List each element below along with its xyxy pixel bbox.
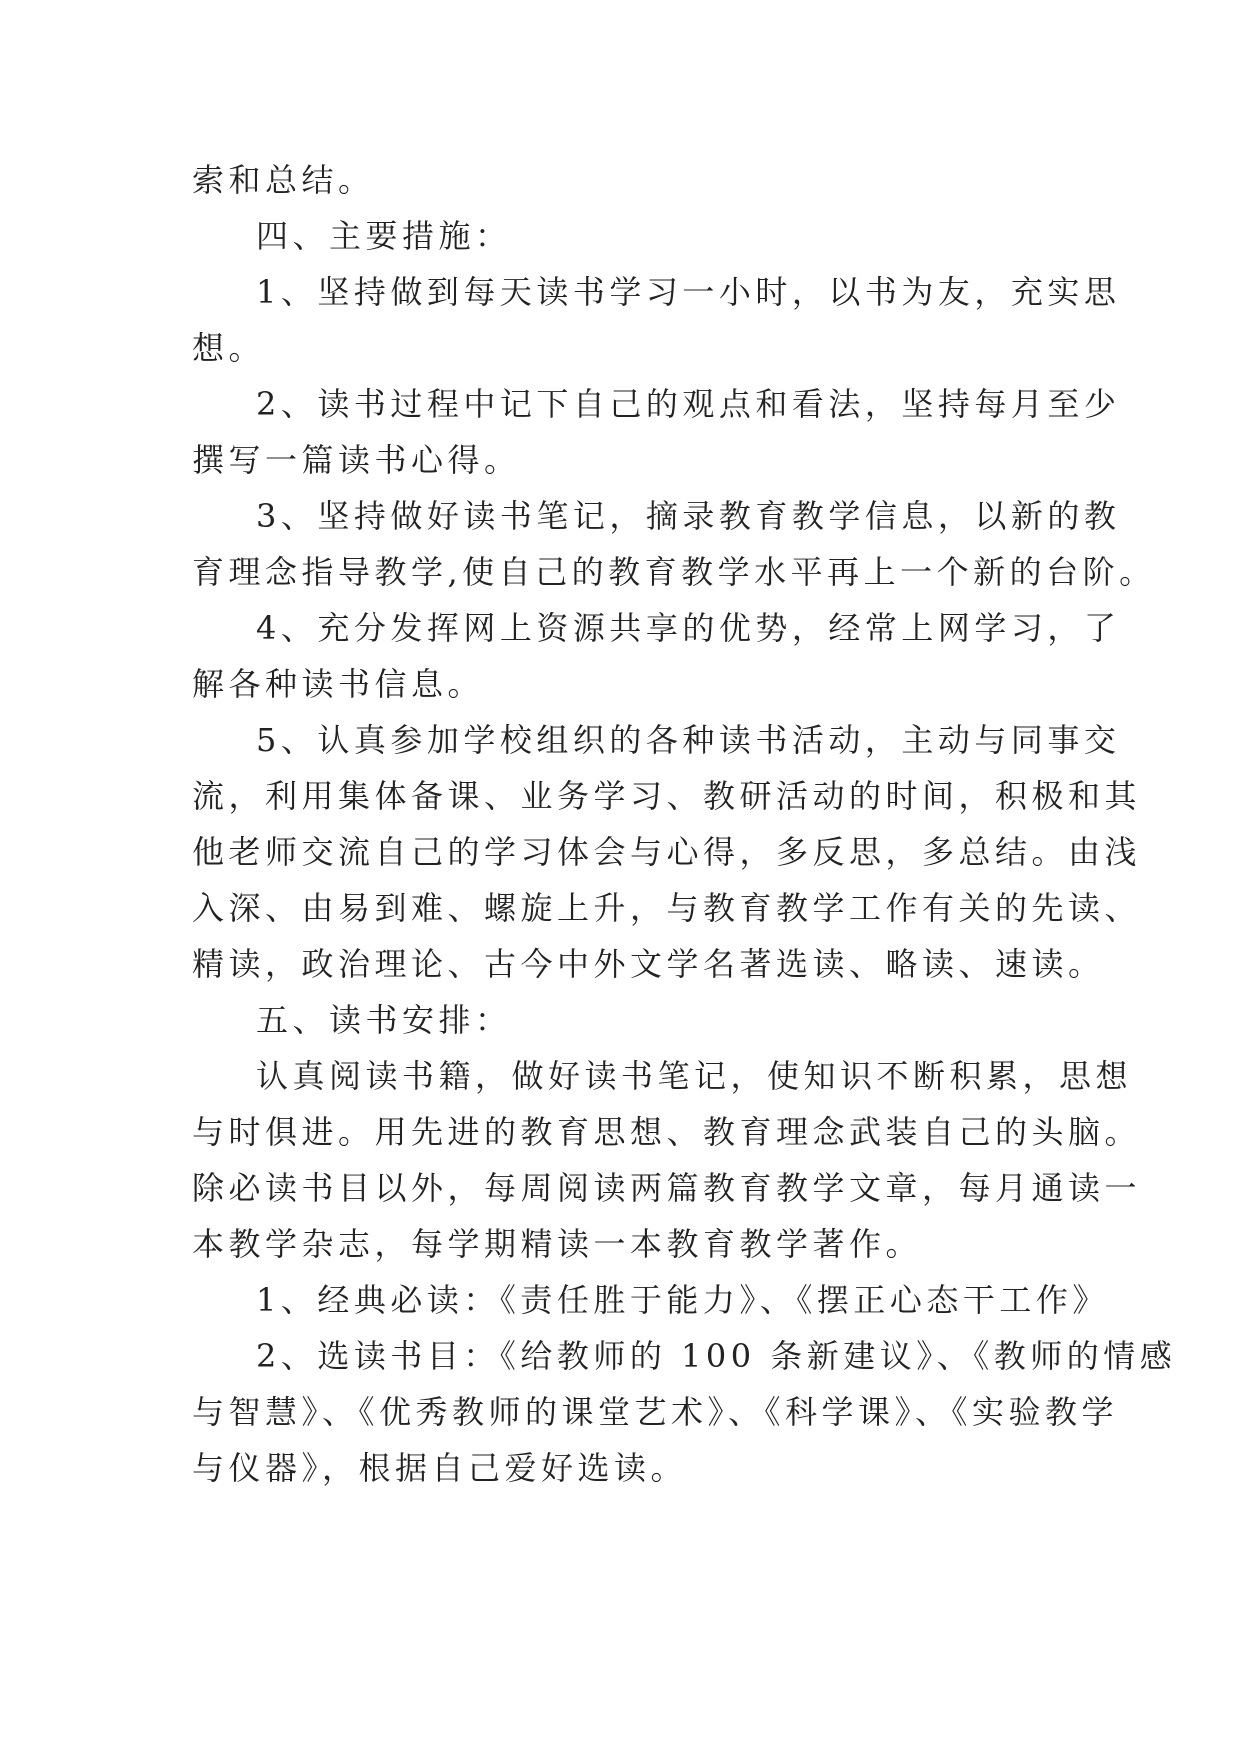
text-line: 精读，政治理论、古今中外文学名著选读、略读、速读。 [192,945,1105,983]
text-line: 5、认真参加学校组织的各种读书活动，主动与同事交 [256,721,1121,759]
text-line: 与时俱进。用先进的教育思想、教育理念武装自己的头脑。 [192,1113,1142,1151]
text-line: 1、坚持做到每天读书学习一小时，以书为友，充实思 [256,273,1121,311]
text-line: 3、坚持做好读书笔记，摘录教育教学信息，以新的教 [256,497,1121,535]
section-heading-measures: 四、主要措施： [256,217,512,255]
text-line: 本教学杂志，每学期精读一本教育教学著作。 [192,1225,923,1263]
text-line: 他老师交流自己的学习体会与心得，多反思，多总结。由浅 [192,833,1142,871]
text-line: 与仪器》，根据自己爱好选读。 [192,1449,688,1487]
text-line: 4、充分发挥网上资源共享的优势，经常上网学习，了 [256,609,1121,647]
text-line: 想。 [192,329,266,367]
section-heading-schedule: 五、读书安排： [256,1001,512,1039]
text-line: 2、读书过程中记下自己的观点和看法，坚持每月至少 [256,385,1121,423]
text-line: 解各种读书信息。 [192,665,485,703]
text-line: 认真阅读书籍，做好读书笔记，使知识不断积累，思想 [256,1057,1133,1095]
text-line: 除必读书目以外，每周阅读两篇教育教学文章，每月通读一 [192,1169,1142,1207]
text-line: 2、选读书目：《给教师的 100 条新建议》、《教师的情感 [256,1337,1177,1375]
document-body [192,152,1177,1496]
text-line: 索和总结。 [192,161,375,199]
text-line: 与智慧》、《优秀教师的课堂艺术》、《科学课》、《实验教学 [192,1393,1119,1431]
text-line: 入深、由易到难、螺旋上升，与教育教学工作有关的先读、 [192,889,1142,927]
text-line: 撰写一篇读书心得。 [192,441,521,479]
text-line: 育理念指导教学,使自己的教育教学水平再上一个新的台阶。 [192,553,1156,591]
text-line: 流，利用集体备课、业务学习、教研活动的时间，积极和其 [192,777,1142,815]
text-line: 1、经典必读：《责任胜于能力》、《摆正心态干工作》 [256,1281,1109,1319]
